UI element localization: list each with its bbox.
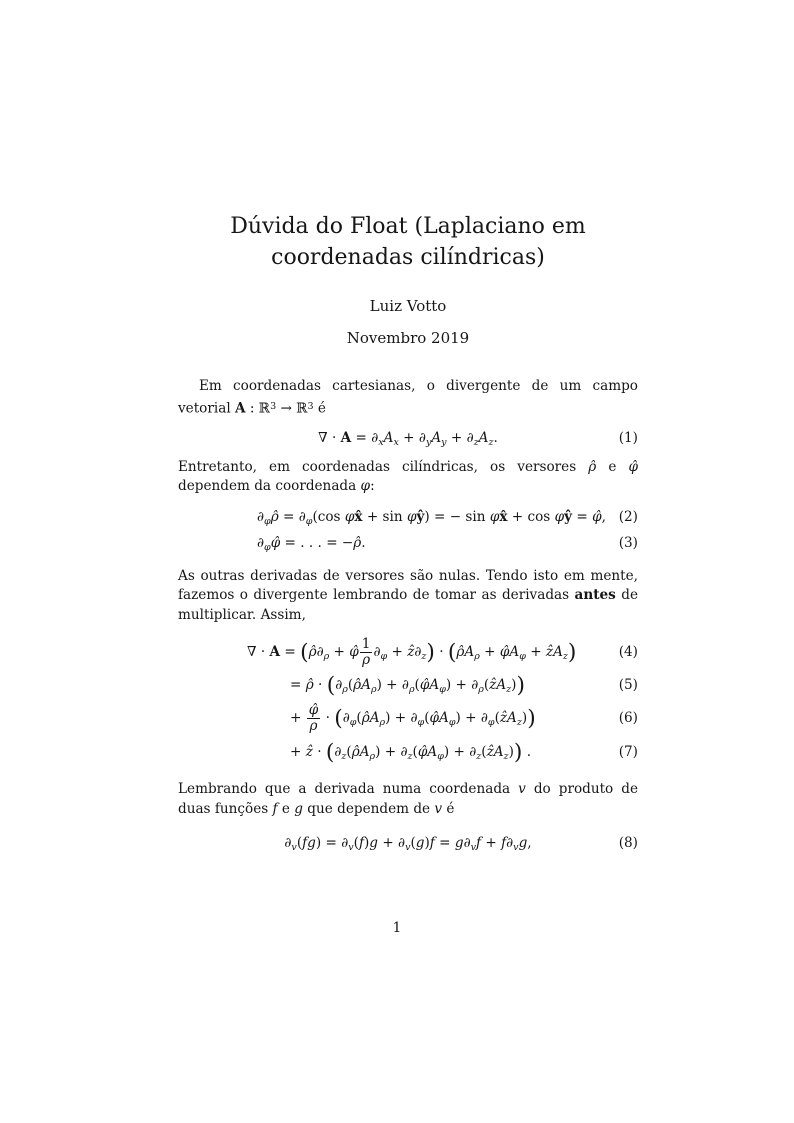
equation-8 [178,831,638,855]
equation-2-body: $\partial_\varphi\rhô = \partial_\varphi(\cos$ φx̂ + sin φŷ) = − sin φx̂ + cos φŷ = φ̂, [257,508,606,527]
equation-3 [178,531,638,555]
page-number: 1 [392,920,402,936]
equation-1-tag: (1) [618,429,638,446]
equation-7-tag: (7) [618,744,638,761]
equation-8-tag: (8) [618,835,638,852]
equation-4 [178,635,638,669]
document-title: Dúvida do Float (Laplaciano em coordenadas cilíndricas) [230,214,586,270]
equation-1 [178,426,638,450]
equation-3-tag: (3) [618,534,638,551]
document-body [178,377,638,855]
equation-3-body: $\partial_\varphi\varphî$ = . . . = −ρ̂. [257,534,366,553]
equation-6-tag: (6) [618,710,638,727]
date: Novembro 2019 [346,329,470,347]
equation-5 [178,672,638,698]
equation-7-body: + ẑ · ($\partial_z(\rhôA_\rho)$ + $\partial_z(\varphîA_\varphi)$ + $\partial_z(ẑA_z)$) . [290,740,532,766]
author: Luiz Votto [369,297,447,315]
equation-6 [178,701,638,735]
equation-4-tag: (4) [618,644,638,661]
equation-1-body: ∇ · $A = \partial_xA_x + \partial_yA_y + \partial_zA_z$. [318,429,498,448]
paragraph-cylindrical: Entretanto, em coordenadas cilíndricas, os versores ρ̂ e φ̂ dependem da coordenada φ: [178,458,638,495]
paragraph-intro: Em coordenadas cartesianas, o divergente de um campo vetorial A : ℝ$^3$ → ℝ$^3$ é [178,378,638,417]
equation-7 [178,738,638,766]
equation-2 [178,505,638,529]
equation-6-body: + $\frac{\varphî}{\rho}$ · ($\partial_\varphi(\rhôA_\rho)$ + $\partial_\varphi(\varphîA_\varphi)$ + $\partial_\varphi(ẑA_z)$) [290,701,536,734]
equation-5-body: = ρ̂ · ($\partial_\rho(\rhôA_\rho)$ + $\partial_\rho(\varphîA_\varphi)$ + $\partial_\rho(ẑA_z)$) [290,673,525,699]
paragraph-product-rule: Lembrando que a derivada numa coordenada v do produto de duas funções f e g que dependem de v é [178,781,638,817]
equation-8-body: $\partial_v(fg) = \partial_v(f)g + \partial_v(g)f = g\partial_vf + f\partial_vg$, [284,835,532,853]
paragraph-divergent: As outras derivadas de versores são nulas. Tendo isto em mente, fazemos o divergente lembrando de tomar as derivadas antes de multiplicar. Assim, [178,567,638,623]
equation-4-body: ∇ · $A = (\rhô\partial_\rho$ + φ̂ $\frac{1}{\rho}$ $\partial_\varphi$ + $ẑ\partial_z$) · ($\rhôA_\rho$ + $\varphîA_\varphi$ + ẑA$_z$) [247,635,577,668]
equation-2-tag: (2) [618,508,638,525]
equation-5-tag: (5) [618,677,638,694]
